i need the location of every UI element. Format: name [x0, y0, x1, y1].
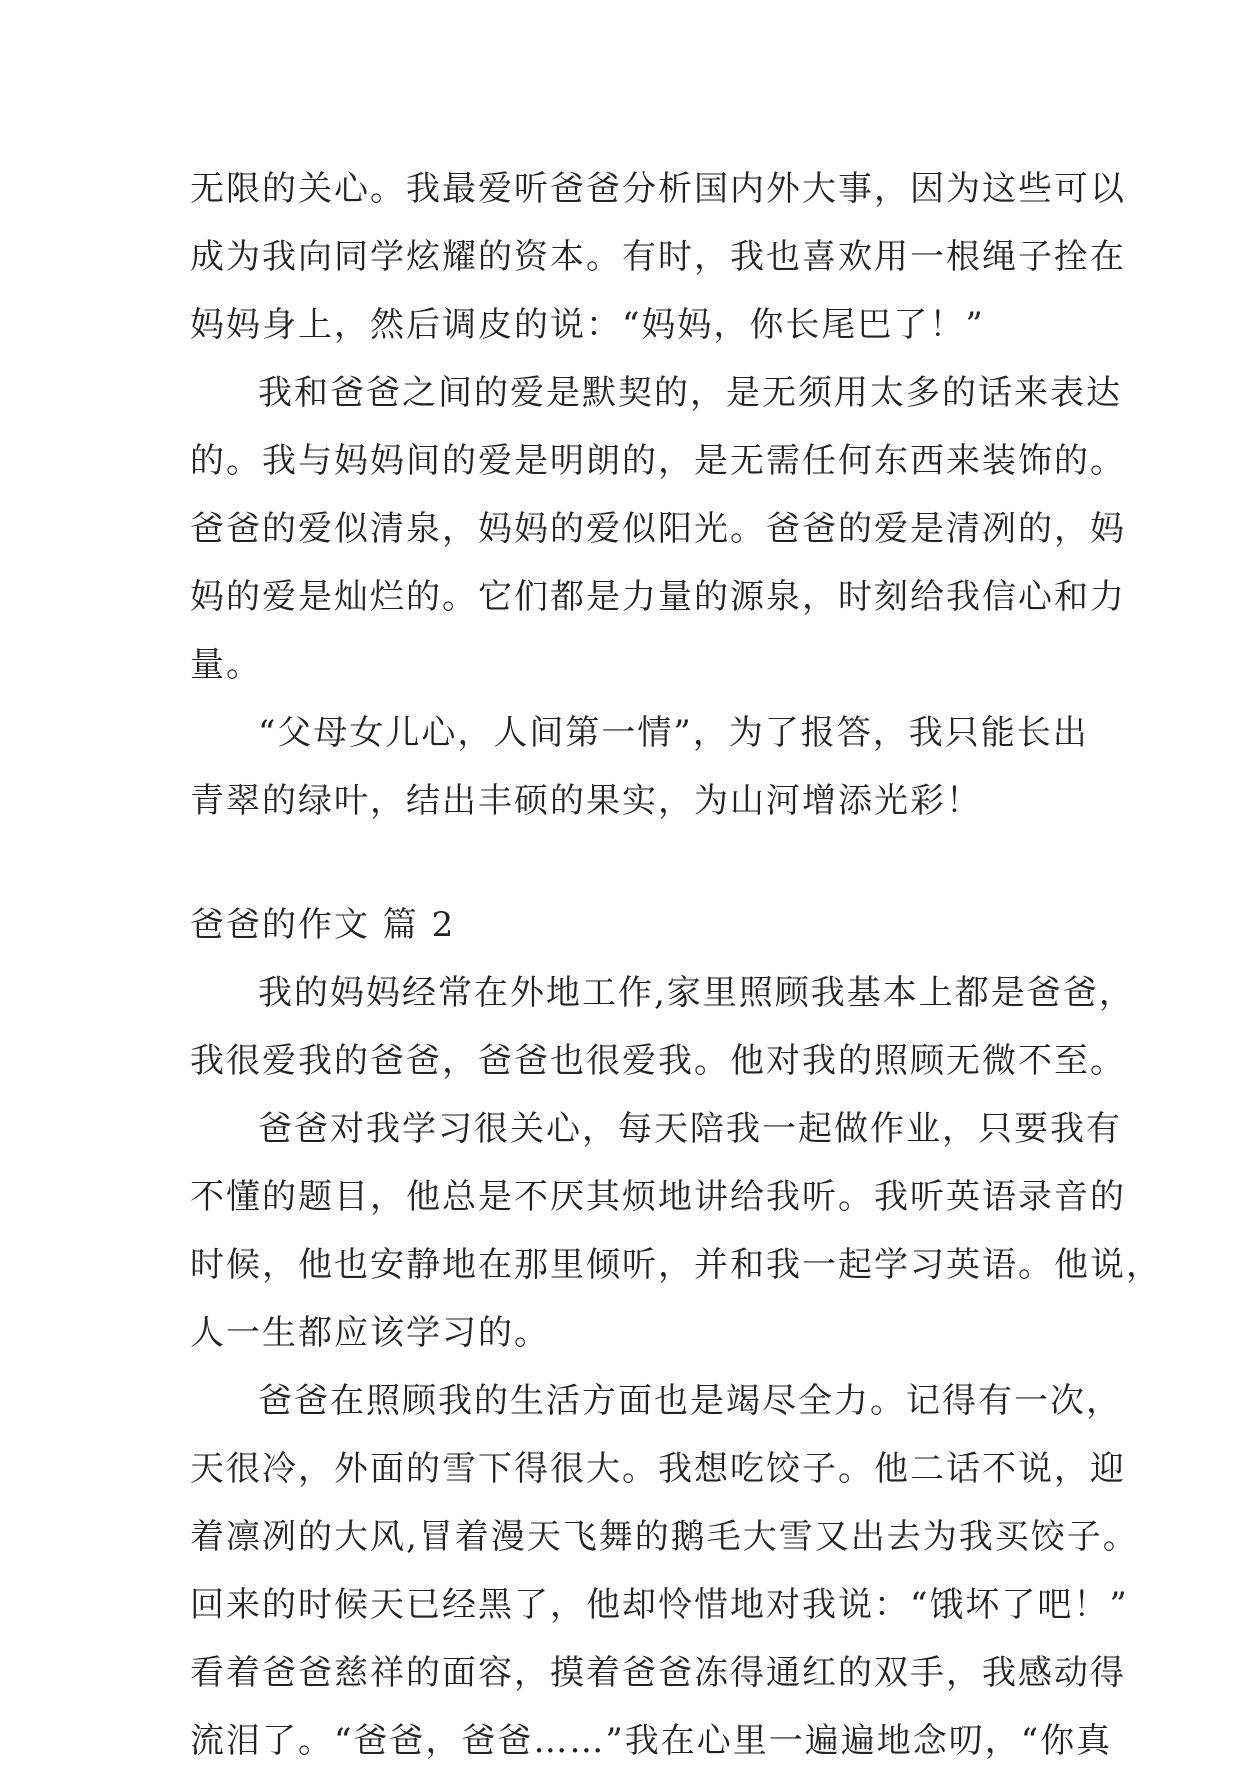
text-line: 青翠的绿叶，结出丰硕的果实，为山河增添光彩！: [190, 781, 982, 821]
text-line: 人一生都应该学习的。: [190, 1313, 550, 1353]
text-line: 爸爸在照顾我的生活方面也是竭尽全力。记得有一次，: [258, 1381, 1122, 1421]
paragraph: [190, 359, 1126, 699]
text-line: 量。: [190, 645, 262, 685]
section-gap: [190, 835, 1060, 891]
text-line: 我的妈妈经常在外地工作,家里照顾我基本上都是爸爸，: [258, 973, 1135, 1013]
text-line: 爸爸的爱似清泉，妈妈的爱似阳光。爸爸的爱是清冽的，妈: [190, 509, 1126, 549]
section-heading: 爸爸的作文 篇 2: [190, 905, 456, 945]
paragraph: [190, 959, 1135, 1095]
text-line: 爸爸对我学习很关心，每天陪我一起做作业，只要我有: [258, 1109, 1122, 1149]
text-line: 无限的关心。我最爱听爸爸分析国内外大事，因为这些可以: [190, 169, 1126, 209]
text-line: 天很冷，外面的雪下得很大。我想吃饺子。他二话不说，迎: [190, 1449, 1126, 1489]
paragraph: [190, 1367, 1139, 1775]
text-line: 着凛冽的大风,冒着漫天飞舞的鹅毛大雪又出去为我买饺子。: [190, 1517, 1139, 1557]
text-line: 我很爱我的爸爸，爸爸也很爱我。他对我的照顾无微不至。: [190, 1041, 1126, 1081]
paragraph: [190, 155, 1126, 359]
text-line: 看着爸爸慈祥的面容，摸着爸爸冻得通红的双手，我感动得: [190, 1653, 1126, 1693]
document-body: [190, 155, 1162, 1775]
text-line: 妈妈身上，然后调皮的说：“妈妈，你长尾巴了！”: [190, 305, 985, 345]
paragraph: [190, 699, 1089, 835]
text-line: 时候，他也安静地在那里倾听，并和我一起学习英语。他说，: [190, 1245, 1162, 1285]
text-line: 的。我与妈妈间的爱是明朗的，是无需任何东西来装饰的。: [190, 441, 1126, 481]
text-line: “父母女儿心，人间第一情”，为了报答，我只能长出: [258, 713, 1089, 753]
text-line: 成为我向同学炫耀的资本。有时，我也喜欢用一根绳子拴在: [190, 237, 1126, 277]
text-line: 流泪了。“爸爸，爸爸……”我在心里一遍遍地念叨，“你真: [190, 1721, 1113, 1761]
text-line: 回来的时候天已经黑了，他却怜惜地对我说：“饿坏了吧！”: [190, 1585, 1129, 1625]
paragraph: [190, 1095, 1162, 1367]
text-line: 我和爸爸之间的爱是默契的，是无须用太多的话来表达: [258, 373, 1122, 413]
text-line: 不懂的题目，他总是不厌其烦地讲给我听。我听英语录音的: [190, 1177, 1126, 1217]
text-line: 妈的爱是灿烂的。它们都是力量的源泉，时刻给我信心和力: [190, 577, 1126, 617]
